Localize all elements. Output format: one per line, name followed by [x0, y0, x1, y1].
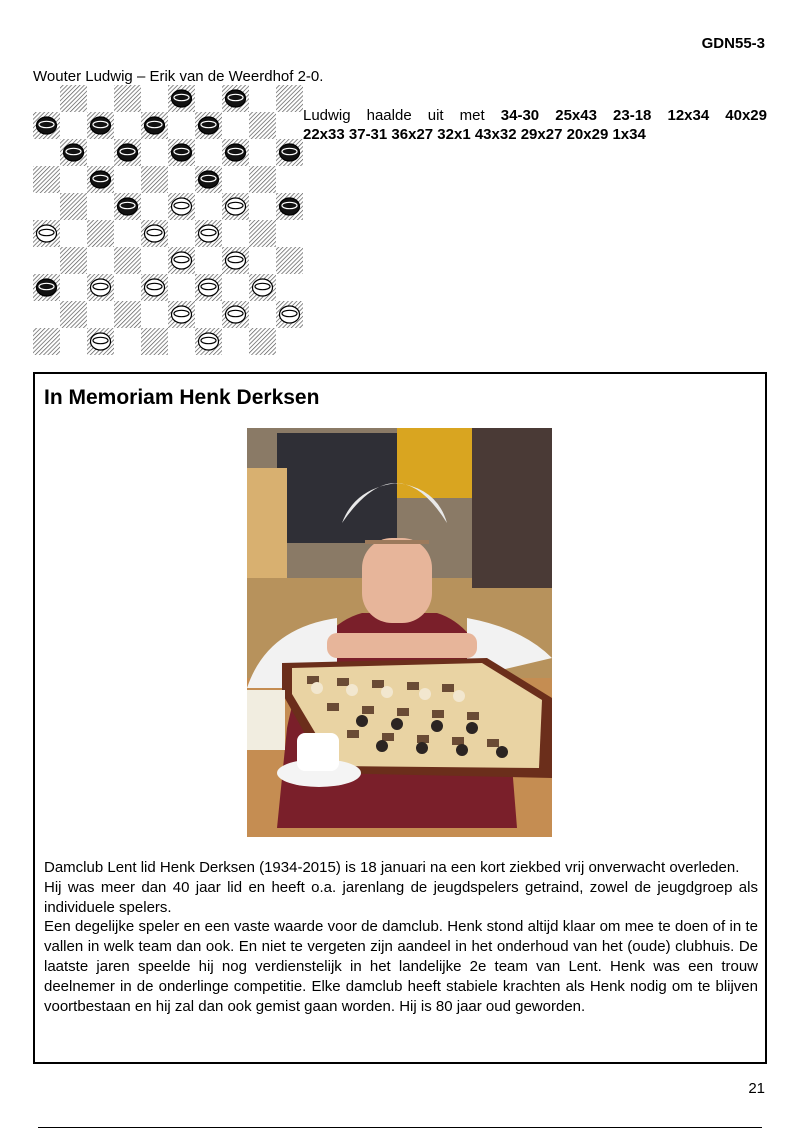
- black-piece: [226, 90, 246, 107]
- light-square: [249, 193, 276, 220]
- game-notation: [303, 106, 767, 144]
- black-piece: [199, 117, 219, 134]
- black-piece: [91, 117, 111, 134]
- light-square: [60, 112, 87, 139]
- notation-prefix: Ludwig haalde uit met: [303, 107, 501, 124]
- light-square: [141, 139, 168, 166]
- black-piece: [118, 198, 138, 215]
- dark-square: [60, 301, 87, 328]
- light-square: [168, 328, 195, 355]
- light-square: [276, 166, 303, 193]
- dark-square: [87, 220, 114, 247]
- dark-square: [60, 247, 87, 274]
- dark-square: [33, 166, 60, 193]
- white-piece: [172, 252, 192, 269]
- light-square: [33, 193, 60, 220]
- footer-divider: [38, 1127, 762, 1128]
- light-square: [114, 112, 141, 139]
- memoriam-paragraph-2: Hij was meer dan 40 jaar lid en heeft o.a. jarenlang de jeugdspelers getraind, zowel de jeugdgroep als individuele spelers.: [44, 878, 758, 916]
- black-piece: [280, 198, 300, 215]
- dark-square: [249, 166, 276, 193]
- white-piece: [91, 279, 111, 296]
- dark-square: [60, 85, 87, 112]
- black-piece: [64, 144, 84, 161]
- light-square: [222, 166, 249, 193]
- memoriam-paragraph-3: Een degelijke speler en een vaste waarde voor de damclub. Henk stond altijd klaar om mee te doen of in te vallen in welk team dan ook. En niet te vergeten zijn aandeel in het onderhoud van het (oude) clubhuis. De laatste jaren speelde hij nog verdienstelijk in het landelijke 2e team van Lent. Henk was een trouw deelnemer in de onderlinge competitie. Elke damclub heeft stabiele krachten als Henk nodig om te blijven voortbestaan en hij zal dan ook gemist gaan worden. Hij is 80 jaar oud geworden.: [44, 918, 758, 1015]
- light-square: [141, 85, 168, 112]
- light-square: [168, 274, 195, 301]
- white-piece: [226, 306, 246, 323]
- dark-square: [114, 301, 141, 328]
- dark-square: [276, 247, 303, 274]
- light-square: [168, 166, 195, 193]
- draughts-board-svg: [33, 85, 303, 355]
- light-square: [141, 247, 168, 274]
- black-piece: [91, 171, 111, 188]
- dark-square: [114, 247, 141, 274]
- memoriam-paragraph-1: Damclub Lent lid Henk Derksen (1934-2015) is 18 januari na een kort ziekbed vrij onverwacht overleden.: [44, 859, 740, 876]
- page-header-code: GDN55-3: [701, 35, 765, 52]
- light-square: [276, 112, 303, 139]
- dark-square: [114, 85, 141, 112]
- black-piece: [37, 117, 57, 134]
- light-square: [195, 85, 222, 112]
- light-square: [195, 193, 222, 220]
- light-square: [33, 85, 60, 112]
- dark-square: [141, 166, 168, 193]
- dark-square: [141, 328, 168, 355]
- light-square: [60, 220, 87, 247]
- white-piece: [145, 279, 165, 296]
- light-square: [276, 274, 303, 301]
- light-square: [141, 193, 168, 220]
- black-piece: [145, 117, 165, 134]
- light-square: [222, 328, 249, 355]
- light-square: [114, 328, 141, 355]
- light-square: [33, 139, 60, 166]
- dark-square: [249, 328, 276, 355]
- dark-square: [33, 328, 60, 355]
- light-square: [222, 112, 249, 139]
- black-piece: [226, 144, 246, 161]
- light-square: [249, 85, 276, 112]
- black-piece: [37, 279, 57, 296]
- black-piece: [118, 144, 138, 161]
- light-square: [87, 85, 114, 112]
- white-piece: [145, 225, 165, 242]
- light-square: [249, 139, 276, 166]
- moves-line-2: 22x33 37-31 36x27 32x1 43x32 29x27 20x29 1x34: [303, 126, 646, 143]
- black-piece: [199, 171, 219, 188]
- light-square: [33, 301, 60, 328]
- white-piece: [91, 333, 111, 350]
- black-piece: [280, 144, 300, 161]
- white-piece: [226, 198, 246, 215]
- light-square: [249, 301, 276, 328]
- light-square: [195, 139, 222, 166]
- light-square: [33, 247, 60, 274]
- white-piece: [172, 198, 192, 215]
- light-square: [168, 220, 195, 247]
- white-piece: [199, 333, 219, 350]
- dark-square: [276, 85, 303, 112]
- memoriam-section: [33, 372, 767, 1064]
- white-piece: [199, 225, 219, 242]
- memoriam-photo: [247, 428, 552, 837]
- white-piece: [253, 279, 273, 296]
- light-square: [222, 220, 249, 247]
- white-piece: [280, 306, 300, 323]
- memoriam-text: [44, 858, 758, 1016]
- light-square: [87, 139, 114, 166]
- light-square: [60, 166, 87, 193]
- light-square: [168, 112, 195, 139]
- light-square: [114, 274, 141, 301]
- light-square: [87, 301, 114, 328]
- photo-illustration: [247, 428, 552, 837]
- white-piece: [226, 252, 246, 269]
- memoriam-title: In Memoriam Henk Derksen: [44, 386, 320, 409]
- white-piece: [199, 279, 219, 296]
- white-piece: [172, 306, 192, 323]
- black-piece: [172, 90, 192, 107]
- white-piece: [37, 225, 57, 242]
- light-square: [222, 274, 249, 301]
- light-square: [60, 274, 87, 301]
- light-square: [141, 301, 168, 328]
- dark-square: [249, 112, 276, 139]
- light-square: [114, 166, 141, 193]
- light-square: [87, 247, 114, 274]
- game-title: Wouter Ludwig – Erik van de Weerdhof 2-0.: [33, 68, 324, 85]
- black-piece: [172, 144, 192, 161]
- light-square: [87, 193, 114, 220]
- dark-square: [60, 193, 87, 220]
- light-square: [276, 328, 303, 355]
- moves-line-1: 34-30 25x43 23-18 12x34 40x29: [500, 107, 767, 124]
- light-square: [114, 220, 141, 247]
- light-square: [276, 220, 303, 247]
- draughts-board-diagram: [33, 85, 303, 355]
- light-square: [249, 247, 276, 274]
- light-square: [195, 247, 222, 274]
- light-square: [195, 301, 222, 328]
- dark-square: [249, 220, 276, 247]
- light-square: [60, 328, 87, 355]
- page-number: 21: [748, 1080, 765, 1097]
